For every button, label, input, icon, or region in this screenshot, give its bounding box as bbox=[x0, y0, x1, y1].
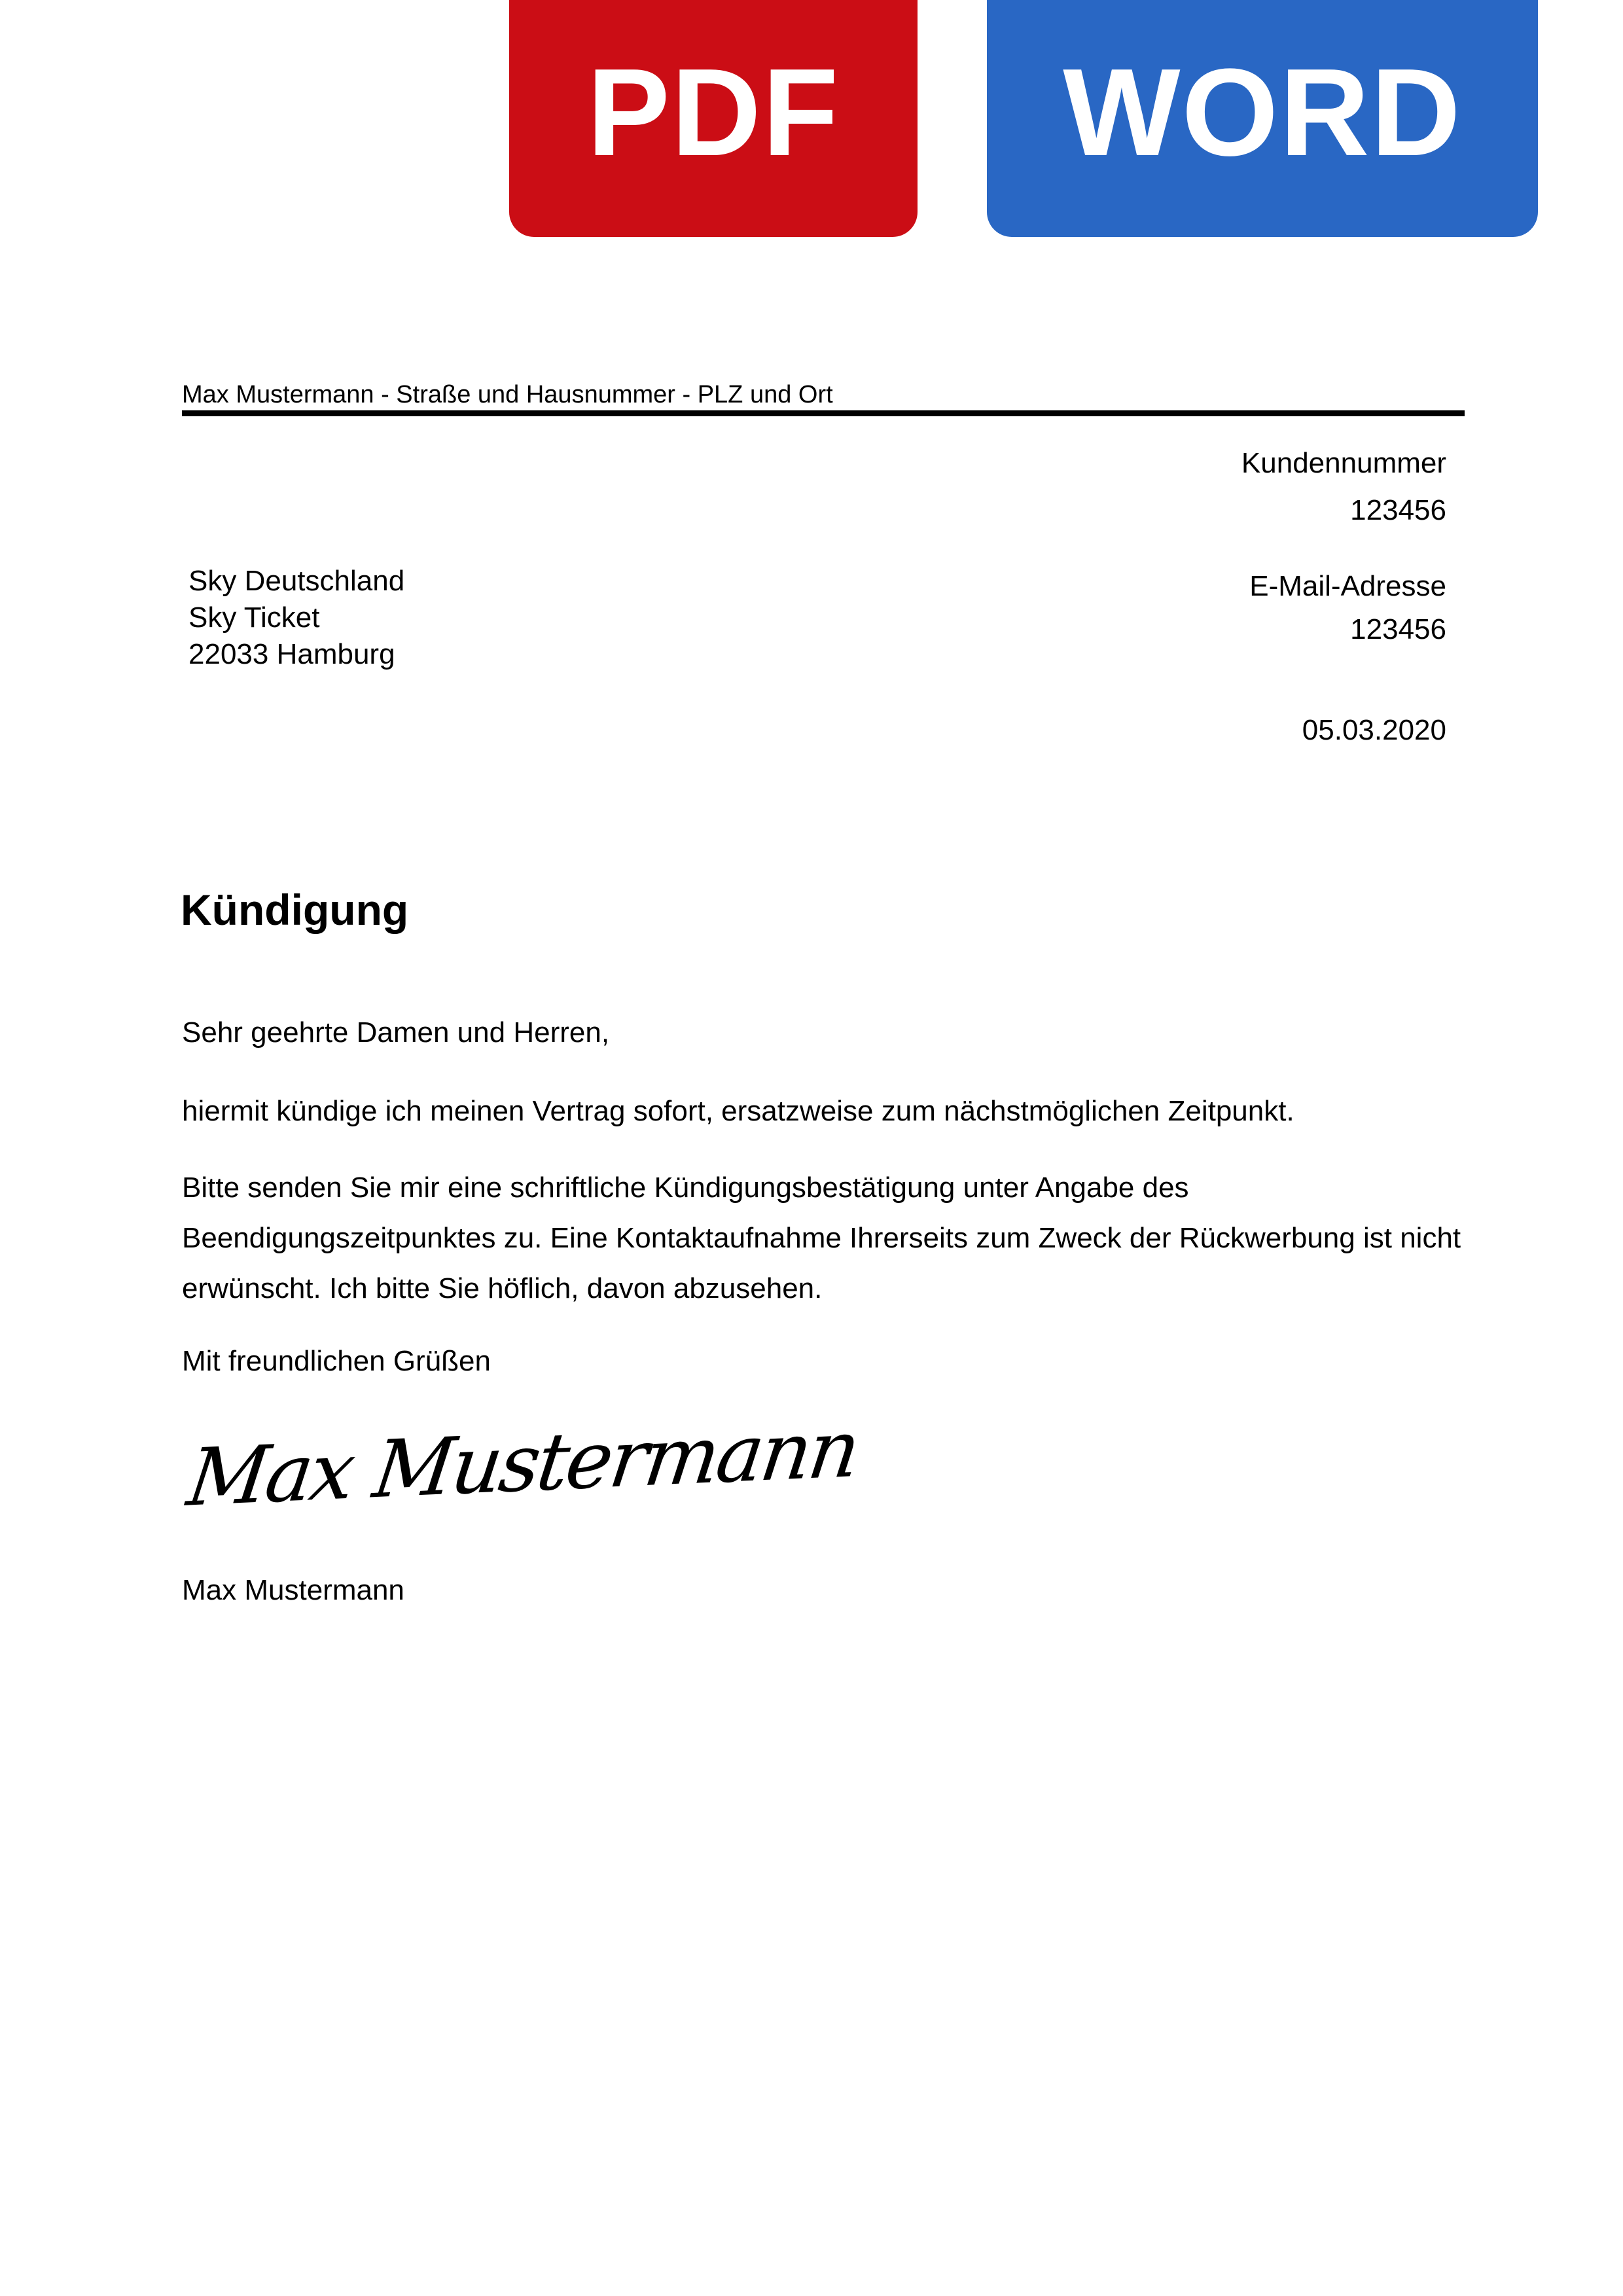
sender-underline-rule bbox=[182, 410, 1465, 416]
letter-date: 05.03.2020 bbox=[1302, 714, 1446, 746]
signature-printed-name: Max Mustermann bbox=[182, 1574, 404, 1606]
body-line-2: Beendigungszeitpunktes zu. Eine Kontaktaufnahme Ihrerseits zum Zweck der Rückwerbung ist nicht bbox=[182, 1222, 1461, 1254]
body-paragraph-intro: hiermit kündige ich meinen Vertrag sofort, ersatzweise zum nächstmöglichen Zeitpunkt. bbox=[182, 1095, 1294, 1127]
body-line-1: Bitte senden Sie mir eine schriftliche Kündigungsbestätigung unter Angabe des bbox=[182, 1172, 1189, 1204]
pdf-download-button[interactable] bbox=[509, 0, 918, 237]
body-paragraph-request bbox=[182, 1162, 1461, 1314]
sender-address-line: Max Mustermann - Straße und Hausnummer - PLZ und Ort bbox=[182, 381, 833, 408]
word-download-button[interactable] bbox=[987, 0, 1538, 237]
customer-number-label: Kundennummer bbox=[1241, 447, 1446, 479]
recipient-line-city: 22033 Hamburg bbox=[188, 638, 395, 670]
email-label: E-Mail-Adresse bbox=[1249, 570, 1446, 602]
email-value: 123456 bbox=[1350, 613, 1446, 645]
subject-heading: Kündigung bbox=[181, 886, 409, 934]
closing-phrase: Mit freundlichen Grüßen bbox=[182, 1345, 491, 1377]
handwritten-signature: Max Mustermann bbox=[182, 1403, 863, 1524]
body-line-3: erwünscht. Ich bitte Sie höflich, davon abzusehen. bbox=[182, 1272, 823, 1304]
customer-number-value: 123456 bbox=[1350, 494, 1446, 526]
recipient-line-department: Sky Ticket bbox=[188, 601, 320, 634]
word-download-label: WORD bbox=[1063, 43, 1462, 182]
salutation: Sehr geehrte Damen und Herren, bbox=[182, 1016, 610, 1049]
recipient-address-block bbox=[188, 563, 404, 673]
pdf-download-label: PDF bbox=[587, 43, 840, 182]
recipient-line-company: Sky Deutschland bbox=[188, 565, 405, 597]
